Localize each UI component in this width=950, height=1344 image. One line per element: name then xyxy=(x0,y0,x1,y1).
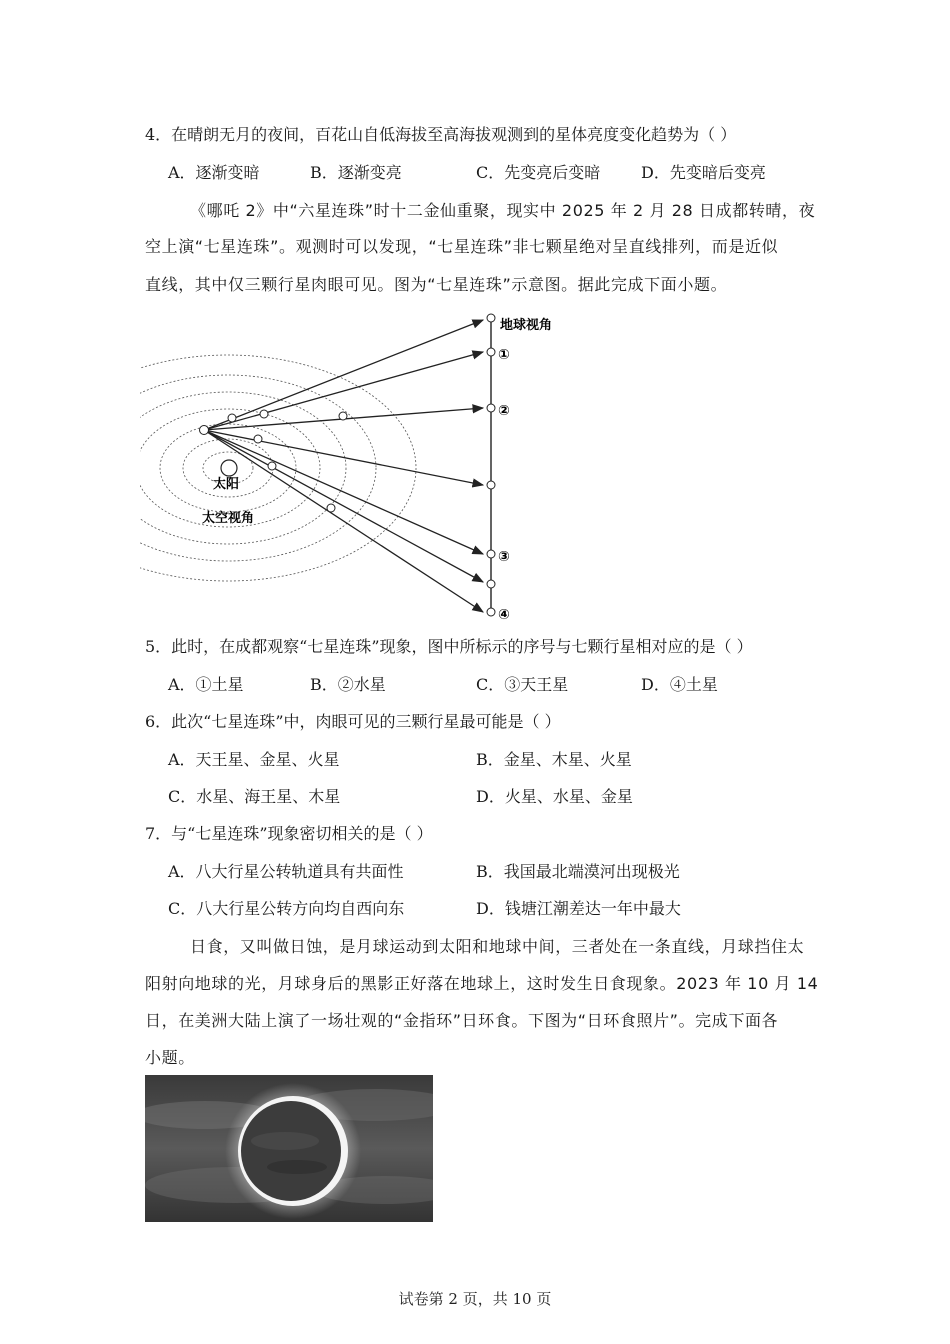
sun-icon xyxy=(221,460,237,476)
q5-option-b: B．②水星 xyxy=(310,675,386,694)
q7-option-a: A．八大行星公转轨道具有共面性 xyxy=(168,862,404,881)
passage2-line-2: 阳射向地球的光，月球身后的黑影正好落在地球上，这时发生日食现象。2023 年 10 月 14 xyxy=(145,974,819,993)
annular-eclipse-photo xyxy=(145,1075,433,1222)
q6-option-c: C．水星、海王星、木星 xyxy=(168,787,341,806)
q7-option-d: D．钱塘江潮差达一年中最大 xyxy=(476,899,681,918)
page-footer: 试卷第 2 页，共 10 页 xyxy=(398,1290,552,1308)
space-view-label: 太空视角 xyxy=(202,511,255,526)
marker-2: ② xyxy=(498,403,510,419)
marker-4: ④ xyxy=(498,607,510,623)
q6-stem: 6．此次“七星连珠”中，肉眼可见的三颗行星最可能是（ ） xyxy=(145,712,561,731)
earth-view-label: 地球视角 xyxy=(500,318,553,333)
q5-stem: 5．此时，在成都观察“七星连珠”现象，图中所标示的序号与七颗行星相对应的是（ ） xyxy=(145,637,753,656)
passage2-line-3: 日，在美洲大陆上演了一场壮观的“金指环”日环食。下图为“日环食照片”。完成下面各 xyxy=(145,1011,779,1030)
q4-stem: 4．在晴朗无月的夜间，百花山自低海拔至高海拔观测到的星体亮度变化趋势为（ ） xyxy=(145,125,737,144)
marker-1: ① xyxy=(498,347,510,363)
q5-option-a: A．①土星 xyxy=(168,675,244,694)
marker-3: ③ xyxy=(498,549,510,565)
passage1-line-3: 直线，其中仅三颗行星肉眼可见。图为“七星连珠”示意图。据此完成下面小题。 xyxy=(145,275,728,294)
sight-arrows xyxy=(204,320,483,612)
q4-option-c: C．先变亮后变暗 xyxy=(476,163,601,182)
passage2-line-1: 日食，又叫做日蚀，是月球运动到太阳和地球中间，三者处在一条直线，月球挡住太 xyxy=(190,937,805,956)
sun-label: 太阳 xyxy=(213,477,240,492)
q4-option-d: D．先变暗后变亮 xyxy=(641,163,766,182)
q4-option-b: B．逐渐变亮 xyxy=(310,163,402,182)
orbit-rings xyxy=(140,355,416,581)
passage1-line-2: 空上演“七星连珠”。观测时可以发现，“七星连珠”非七颗星绝对呈直线排列，而是近似 xyxy=(145,237,779,256)
q6-option-a: A．天王星、金星、火星 xyxy=(168,750,340,769)
q5-option-d: D．④土星 xyxy=(641,675,718,694)
q6-option-d: D．火星、水星、金星 xyxy=(476,787,633,806)
q7-stem: 7．与“七星连珠”现象密切相关的是（ ） xyxy=(145,824,433,843)
passage1-line-1: 《哪吒 2》中“六星连珠”时十二金仙重聚，现实中 2025 年 2 月 28 日成都转晴，夜 xyxy=(190,201,816,220)
q7-option-b: B．我国最北端漠河出现极光 xyxy=(476,862,680,881)
planet-alignment-diagram xyxy=(140,312,560,624)
q5-option-c: C．③天王星 xyxy=(476,675,569,694)
q7-option-c: C．八大行星公转方向均自西向东 xyxy=(168,899,405,918)
passage2-line-4: 小题。 xyxy=(145,1048,195,1067)
q4-option-a: A．逐渐变暗 xyxy=(168,163,260,182)
q6-option-b: B．金星、木星、火星 xyxy=(476,750,632,769)
